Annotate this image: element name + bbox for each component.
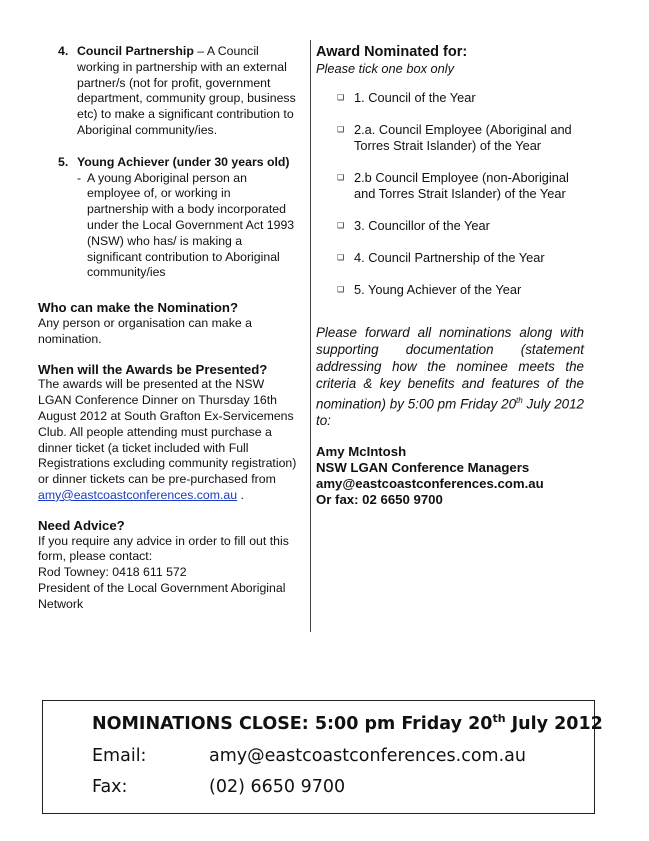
forward-instructions: [316, 324, 584, 429]
contact-name: Amy McIntosh: [316, 444, 407, 460]
checkbox-icon[interactable]: ❑: [337, 93, 345, 102]
left-column: [38, 44, 300, 613]
category-5-number: 5.: [58, 154, 69, 169]
contact-block: [316, 444, 584, 508]
award-option-label: 2.b Council Employee (non-Aboriginal and Torres Strait Islander) of the Year: [354, 170, 569, 201]
award-option-council[interactable]: [337, 90, 584, 106]
when-text-end: .: [237, 487, 244, 502]
award-option-label: 2.a. Council Employee (Aboriginal and Torres Strait Islander) of the Year: [354, 122, 572, 153]
close-title-superscript: th: [492, 712, 506, 725]
contact-organisation: NSW LGAN Conference Managers: [316, 460, 530, 476]
contact-fax: Or fax: 02 6650 9700: [316, 492, 443, 508]
category-5: [58, 155, 300, 171]
advice-line: If you require any advice in order to fill out this form, please contact:: [38, 533, 289, 564]
award-option-label: 3. Councillor of the Year: [354, 218, 490, 233]
award-option-employee-non-atsi[interactable]: [337, 170, 584, 202]
footer-fax-row: [92, 777, 345, 797]
category-5-title: Young Achiever (under 30 years old): [77, 154, 290, 169]
footer-email-value: amy@eastcoastconferences.com.au: [209, 746, 526, 766]
column-divider: [310, 40, 311, 632]
forward-text: Please forward all nominations along with supporting documentation (statement addressing how the nominee meets the criteria & key benefits and features of the nomination) by 5:00 pm Friday 20: [316, 325, 584, 412]
close-title-text-end: July 2012: [505, 713, 603, 734]
award-title: Award Nominated for:: [316, 44, 468, 60]
nominations-close-box: [42, 700, 603, 814]
award-option-young-achiever[interactable]: [337, 282, 584, 298]
award-option-label: 5. Young Achiever of the Year: [354, 282, 522, 297]
when-text: [38, 377, 300, 503]
category-5-description: [77, 171, 300, 282]
award-option-employee-atsi[interactable]: [337, 122, 584, 154]
checkbox-icon[interactable]: ❑: [337, 125, 345, 134]
checkbox-icon[interactable]: ❑: [337, 285, 345, 294]
award-option-partnership[interactable]: [337, 250, 584, 266]
advice-contact-role: President of the Local Government Aboriginal Network: [38, 580, 286, 611]
close-title-text: NOMINATIONS CLOSE: 5:00 pm Friday 20: [92, 713, 493, 734]
category-5-text: A young Aboriginal person an employee of, or working in partnership with a body incorporated under the Local Government Act 1993 (NSW) who has/ is making a significant contribution to Aboriginal community/ies: [87, 170, 295, 280]
checkbox-icon[interactable]: ❑: [337, 221, 345, 230]
forward-text-end: July 2012 to:: [316, 396, 584, 429]
right-column: [316, 44, 584, 508]
category-4: [58, 44, 300, 139]
footer-fax-label: Fax:: [92, 777, 128, 797]
nominations-close-title: [92, 712, 603, 734]
footer-email-row: [92, 746, 526, 766]
forward-superscript: th: [516, 396, 523, 405]
when-text-body: The awards will be presented at the NSW LGAN Conference Dinner on Thursday 16th August 2012 at South Grafton Ex-Servicemens Club. All people attending must purchase a dinner ticket (a ticket included with Full Registrations excluding community registration) or dinner tickets can be pre-purchased from: [38, 377, 297, 487]
footer-fax-value: (02) 6650 9700: [209, 777, 346, 797]
category-4-title: Council Partnership: [77, 44, 194, 58]
email-link[interactable]: amy@eastcoastconferences.com.au: [38, 487, 238, 502]
checkbox-icon[interactable]: ❑: [337, 253, 345, 262]
award-option-label: 4. Council Partnership of the Year: [354, 250, 545, 265]
category-4-number: 4.: [58, 44, 69, 58]
category-5-dash: -: [77, 170, 82, 185]
category-4-text: – A Council working in partnership with an external partner/s (not for profit, government department, community group, business etc) to make a significant contribution to Aboriginal community/ies.: [77, 44, 296, 137]
when-heading: When will the Awards be Presented?: [38, 361, 268, 377]
who-text: Any person or organisation can make a nomination.: [38, 315, 252, 346]
who-heading: Who can make the Nomination?: [38, 300, 239, 316]
contact-email: amy@eastcoastconferences.com.au: [316, 476, 544, 492]
award-option-councillor[interactable]: [337, 218, 584, 234]
award-instruction: Please tick one box only: [316, 61, 455, 76]
award-option-label: 1. Council of the Year: [354, 90, 476, 105]
footer-email-label: Email:: [92, 746, 147, 766]
checkbox-icon[interactable]: ❑: [337, 173, 345, 182]
advice-heading: Need Advice?: [38, 517, 125, 533]
advice-contact-phone: Rod Towney: 0418 611 572: [38, 565, 187, 580]
